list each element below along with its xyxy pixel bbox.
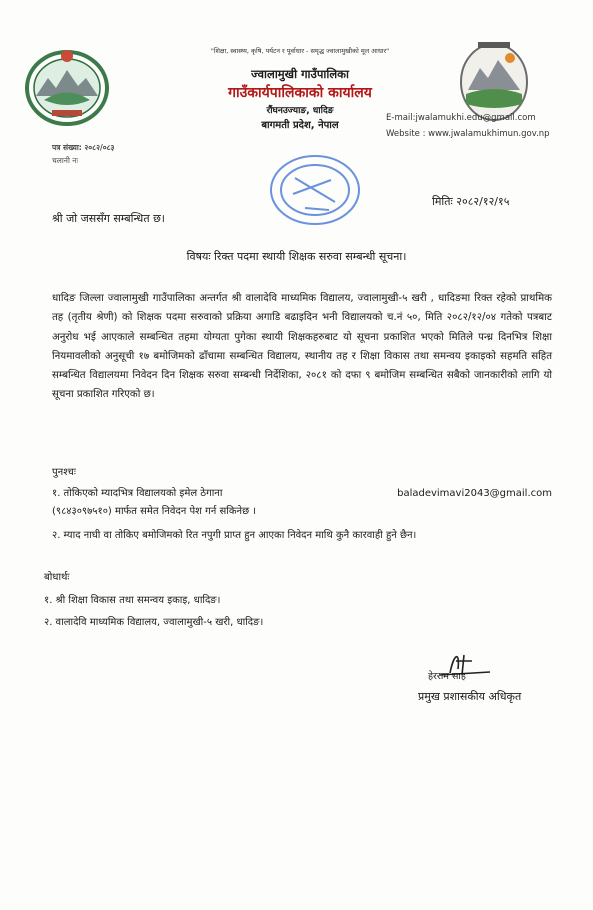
email-text: E-mail:jwalamukhi.edu@gmail.com bbox=[386, 113, 536, 123]
office-title: गाउँकार्यपालिकाको कार्यालय bbox=[228, 85, 372, 101]
office-stamp bbox=[265, 150, 365, 230]
recipient-line: श्री जो जससँग सम्बन्धित छ। bbox=[52, 212, 165, 225]
body-paragraph: धादिङ जिल्ला ज्वालामुखी गाउँपालिका अन्तर्गत श्री वालादेवि माध्यमिक विद्यालय, ज्वालामुखी-५ खरी , धादिङमा रिक्त रहेको प्राथमिक तह (तृतीय श्रेणी) को शिक्षक पदमा सरुवाको प्रक्रिया अगाडि बढाइदिन भनी विद्यालयको च.नं ५०, मिति २०८२/१२/०४ गतेको पत्रबाट अनुरोध भई आएकाले सम्बन्धित तहमा योग्यता पुगेका स्थायी शिक्षकहरुबाट यो सूचना प्रकाशित भएको मितिले पन्ध्र दिनभित्र शिक्षा नियमावलीको अनुसूची १७ बमोजिमको ढाँचामा सम्बन्धित विद्यालय, स्थानीय तह र शिक्षा विकास तथा समन्वय इकाइको सहमति सहित सम्बन्धित विद्यालयमा निवेदन दिन शिक्षक सरुवा सम्बन्धी निर्देशिका, २०८१ को दफा ९ बमोजिम सम्बन्धित सबैको जानकारीको लागि यो सूचना प्रकाशित गरिएको छ। bbox=[52, 293, 552, 401]
school-email-text: baladevimavi2043@gmail.com bbox=[397, 488, 552, 499]
motto-text: "शिक्षा, स्वास्थ्य, कृषि, पर्यटन र पूर्वाधार - समृद्ध ज्वालामुखीको मूल आधार" bbox=[210, 47, 390, 55]
postscript-item-2: २. म्याद नाघी वा तोकिए बमोजिमको रित नपुगी प्राप्त हुन आएका निवेदन माथि कुनै कारवाही हुने छैन। bbox=[52, 530, 417, 541]
address-line: रौंघनउज्याङ, धादिङ bbox=[266, 106, 334, 116]
postscript-item-1 bbox=[52, 485, 552, 521]
province-line: बागमती प्रदेश, नेपाल bbox=[261, 120, 339, 131]
subject-line: विषयः रिक्त पदमा स्थायी शिक्षक सरुवा सम्बन्धी सूचना। bbox=[186, 250, 407, 263]
nepal-emblem-logo bbox=[22, 40, 112, 130]
signatory-title: प्रमुख प्रशासकीय अधिकृत bbox=[418, 690, 522, 703]
letter-date: मितिः २०८२/१२/१५ bbox=[432, 195, 510, 208]
dispatch-number: चलानी नः bbox=[52, 156, 78, 165]
postscript-heading: पुनश्चः bbox=[52, 467, 76, 478]
postscript-item-1-text: १. तोकिएको म्यादभित्र विद्यालयको इमेल ठेगाना bbox=[52, 488, 223, 499]
signatory-name: हेरराम साह bbox=[428, 671, 466, 682]
cc-item-1: १. श्री शिक्षा विकास तथा समन्वय इकाइ, धादिङ। bbox=[44, 595, 221, 606]
cc-item-2: २. वालादेवि माध्यमिक विद्यालय, ज्वालामुखी-५ खरी, धादिङ। bbox=[44, 617, 264, 628]
cc-heading: बोधार्थः bbox=[44, 572, 70, 583]
reference-number: पत्र संख्या: २०८२/०८३ bbox=[52, 143, 115, 152]
municipality-logo bbox=[458, 34, 530, 122]
website-text: Website : www.jwalamukhimun.gov.np bbox=[386, 129, 550, 139]
municipality-name: ज्वालामुखी गाउँपालिका bbox=[251, 67, 349, 81]
postscript-item-1-cont: (९८४३०९७५१०) मार्फत समेत निवेदन पेश गर्न सकिनेछ । bbox=[52, 506, 257, 517]
